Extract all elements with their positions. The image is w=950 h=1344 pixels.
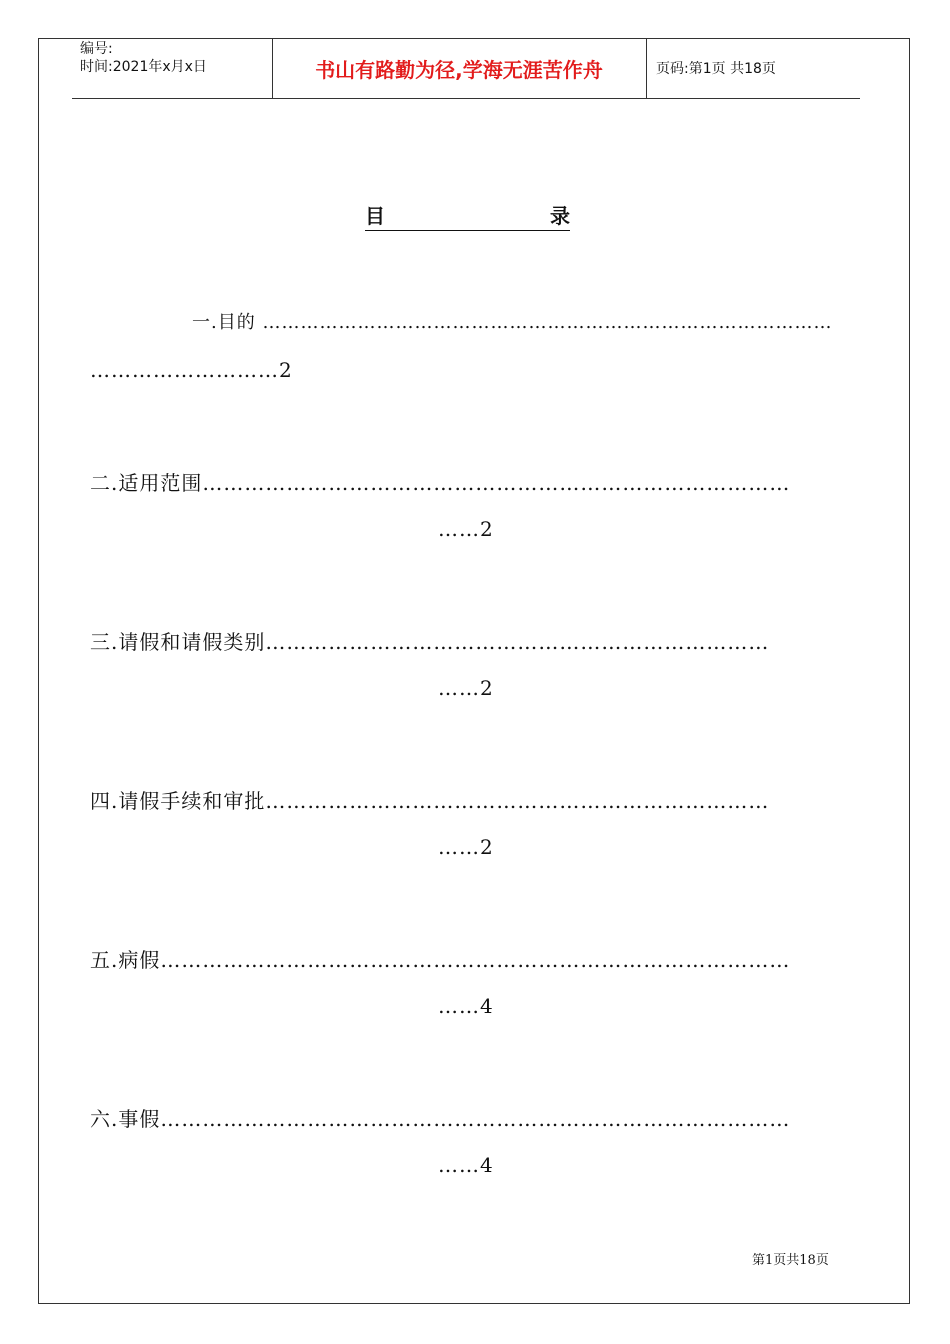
toc-entry-1-line2[interactable]: ………………………2 bbox=[90, 358, 293, 382]
header-date-label: 时间:2021年x月x日 bbox=[80, 59, 207, 75]
header-bottom-rule bbox=[72, 98, 860, 99]
toc-entry-3-line2[interactable]: ……2 bbox=[438, 676, 494, 700]
header-page-label: 页码:第1页 共18页 bbox=[656, 61, 776, 77]
header-meta bbox=[80, 40, 207, 76]
toc-entry-2-line2[interactable]: ……2 bbox=[438, 517, 494, 541]
toc-entry-1-line1[interactable]: 一.目的 ……………………………………………………………………………… bbox=[192, 312, 833, 333]
toc-entry-3-line1[interactable]: 三.请假和请假类别……………………………………………………………… bbox=[90, 630, 770, 654]
toc-entry-4-line1[interactable]: 四.请假手续和审批……………………………………………………………… bbox=[90, 789, 770, 813]
toc-title bbox=[365, 200, 570, 231]
toc-entry-4-line2[interactable]: ……2 bbox=[438, 835, 494, 859]
header-number-label: 编号: bbox=[80, 41, 113, 57]
toc-entry-5-line1[interactable]: 五.病假……………………………………………………………………………… bbox=[90, 948, 791, 972]
header-divider-right bbox=[646, 38, 647, 98]
toc-entry-2-line1[interactable]: 二.适用范围………………………………………………………………………… bbox=[90, 471, 791, 495]
header-motto: 书山有路勤为径,学海无涯苦作舟 bbox=[315, 57, 603, 82]
footer-page-number: 第1页共18页 bbox=[752, 1253, 829, 1268]
toc-title-right: 录 bbox=[550, 204, 570, 228]
toc-entry-5-line2[interactable]: ……4 bbox=[438, 994, 494, 1018]
toc-entry-6-line2[interactable]: ……4 bbox=[438, 1153, 494, 1177]
toc-entry-6-line1[interactable]: 六.事假……………………………………………………………………………… bbox=[90, 1107, 791, 1131]
toc-title-left: 目 bbox=[365, 204, 385, 228]
